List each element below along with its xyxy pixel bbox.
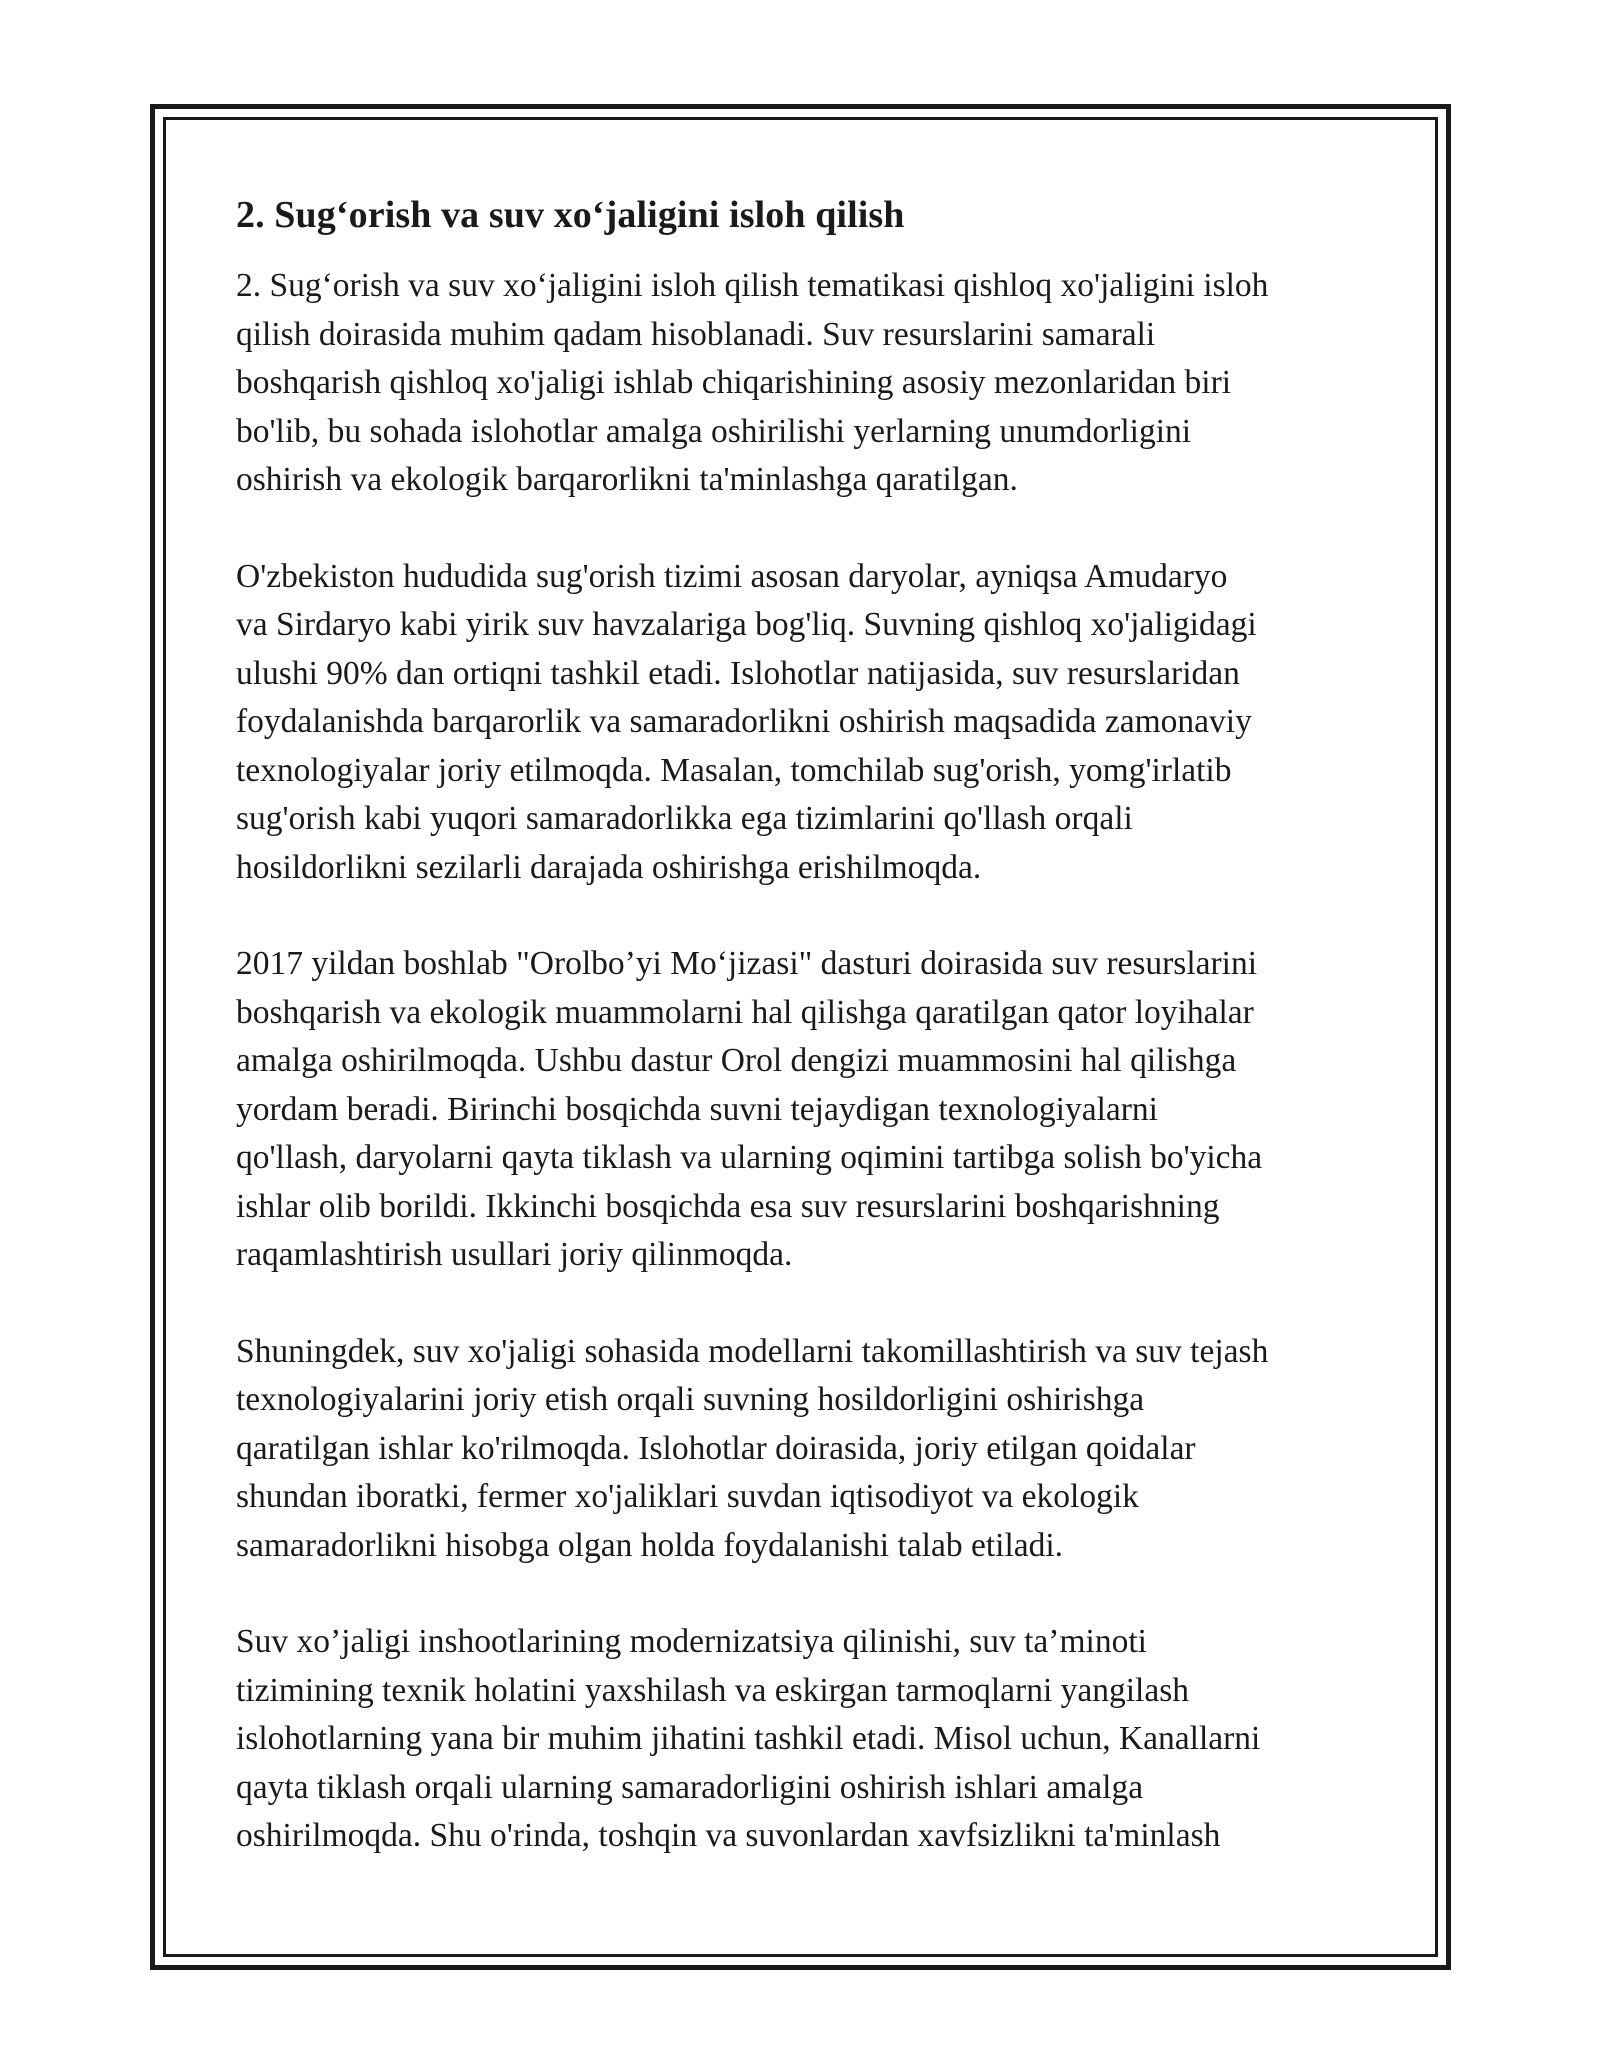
text-line: oshirish va ekologik barqarorlikni ta'minlashga qaratilgan. bbox=[236, 461, 1018, 498]
paragraph-4 bbox=[236, 1328, 1382, 1571]
text-line: islohotlarning yana bir muhim jihatini tashkil etadi. Misol uchun, Kanallarni bbox=[236, 1720, 1261, 1757]
text-line: 2. Sug‘orish va suv xo‘jaligini isloh qilish tematikasi qishloq xo'jaligini isloh bbox=[236, 267, 1269, 304]
text-line: samaradorlikni hisobga olgan holda foydalanishi talab etiladi. bbox=[236, 1526, 1064, 1564]
text-line: raqamlashtirish usullari joriy qilinmoqda. bbox=[236, 1236, 793, 1273]
text-line: O'zbekiston hududida sug'orish tizimi asosan daryolar, ayniqsa Amudaryo bbox=[236, 557, 1228, 595]
text-line: oshirilmoqda. Shu o'rinda, toshqin va suvonlardan xavfsizlikni ta'minlash bbox=[236, 1817, 1221, 1854]
section-heading: 2. Sug‘orish va suv xo‘jaligini isloh qilish bbox=[236, 194, 905, 236]
text-line: boshqarish va ekologik muammolarni hal qilishga qaratilgan qator loyihalar bbox=[236, 993, 1254, 1031]
text-line: bo'lib, bu sohada islohotlar amalga oshirilishi yerlarning unumdorligini bbox=[236, 412, 1192, 450]
paragraph-3 bbox=[236, 940, 1382, 1280]
text-line: ishlar olib borildi. Ikkinchi bosqichda esa suv resurslarini boshqarishning bbox=[236, 1187, 1220, 1225]
text-line: 2017 yildan boshlab "Orolbo’yi Mo‘jizasi" dasturi doirasida suv resurslarini bbox=[236, 945, 1258, 982]
paragraph-5 bbox=[236, 1618, 1382, 1861]
text-line: hosildorlikni sezilarli darajada oshirishga erishilmoqda. bbox=[236, 848, 982, 886]
text-line: ulushi 90% dan ortiqni tashkil etadi. Islohotlar natijasida, suv resurslaridan bbox=[236, 654, 1240, 692]
paragraph-2 bbox=[236, 553, 1382, 893]
text-line: shundan iboratki, fermer xo'jaliklari suvdan iqtisodiyot va ekologik bbox=[236, 1478, 1139, 1515]
text-line: amalga oshirilmoqda. Ushbu dastur Orol dengizi muammosini hal qilishga bbox=[236, 1042, 1237, 1079]
text-line: yordam beradi. Birinchi bosqichda suvni tejaydigan texnologiyalarni bbox=[236, 1090, 1158, 1128]
text-line: texnologiyalarini joriy etish orqali suvning hosildorligini oshirishga bbox=[236, 1381, 1145, 1418]
text-line: qayta tiklash orqali ularning samaradorligini oshirish ishlari amalga bbox=[236, 1768, 1144, 1806]
document-body bbox=[236, 186, 1382, 1861]
text-line: Shuningdek, suv xo'jaligi sohasida modellarni takomillashtirish va suv tejash bbox=[236, 1332, 1269, 1370]
text-line: sug'orish kabi yuqori samaradorlikka ega tizimlarini qo'llash orqali bbox=[236, 800, 1133, 837]
text-line: qo'llash, daryolarni qayta tiklash va ularning oqimini tartibga solish bo'yicha bbox=[236, 1139, 1263, 1176]
text-line: va Sirdaryo kabi yirik suv havzalariga bog'liq. Suvning qishloq xo'jaligidagi bbox=[236, 606, 1257, 643]
text-line: texnologiyalar joriy etilmoqda. Masalan, tomchilab sug'orish, yomg'irlatib bbox=[236, 751, 1232, 789]
text-line: boshqarish qishloq xo'jaligi ishlab chiqarishining asosiy mezonlaridan biri bbox=[236, 364, 1232, 401]
paragraph-1 bbox=[236, 262, 1382, 505]
text-line: tizimining texnik holatini yaxshilash va eskirgan tarmoqlarni yangilash bbox=[236, 1671, 1190, 1709]
text-line: foydalanishda barqarorlik va samaradorlikni oshirish maqsadida zamonaviy bbox=[236, 703, 1252, 740]
text-line: qilish doirasida muhim qadam hisoblanadi. Suv resurslarini samarali bbox=[236, 315, 1156, 353]
text-line: Suv xo’jaligi inshootlarining modernizatsiya qilinishi, suv ta’minoti bbox=[236, 1623, 1147, 1660]
text-line: qaratilgan ishlar ko'rilmoqda. Islohotlar doirasida, joriy etilgan qoidalar bbox=[236, 1429, 1196, 1467]
